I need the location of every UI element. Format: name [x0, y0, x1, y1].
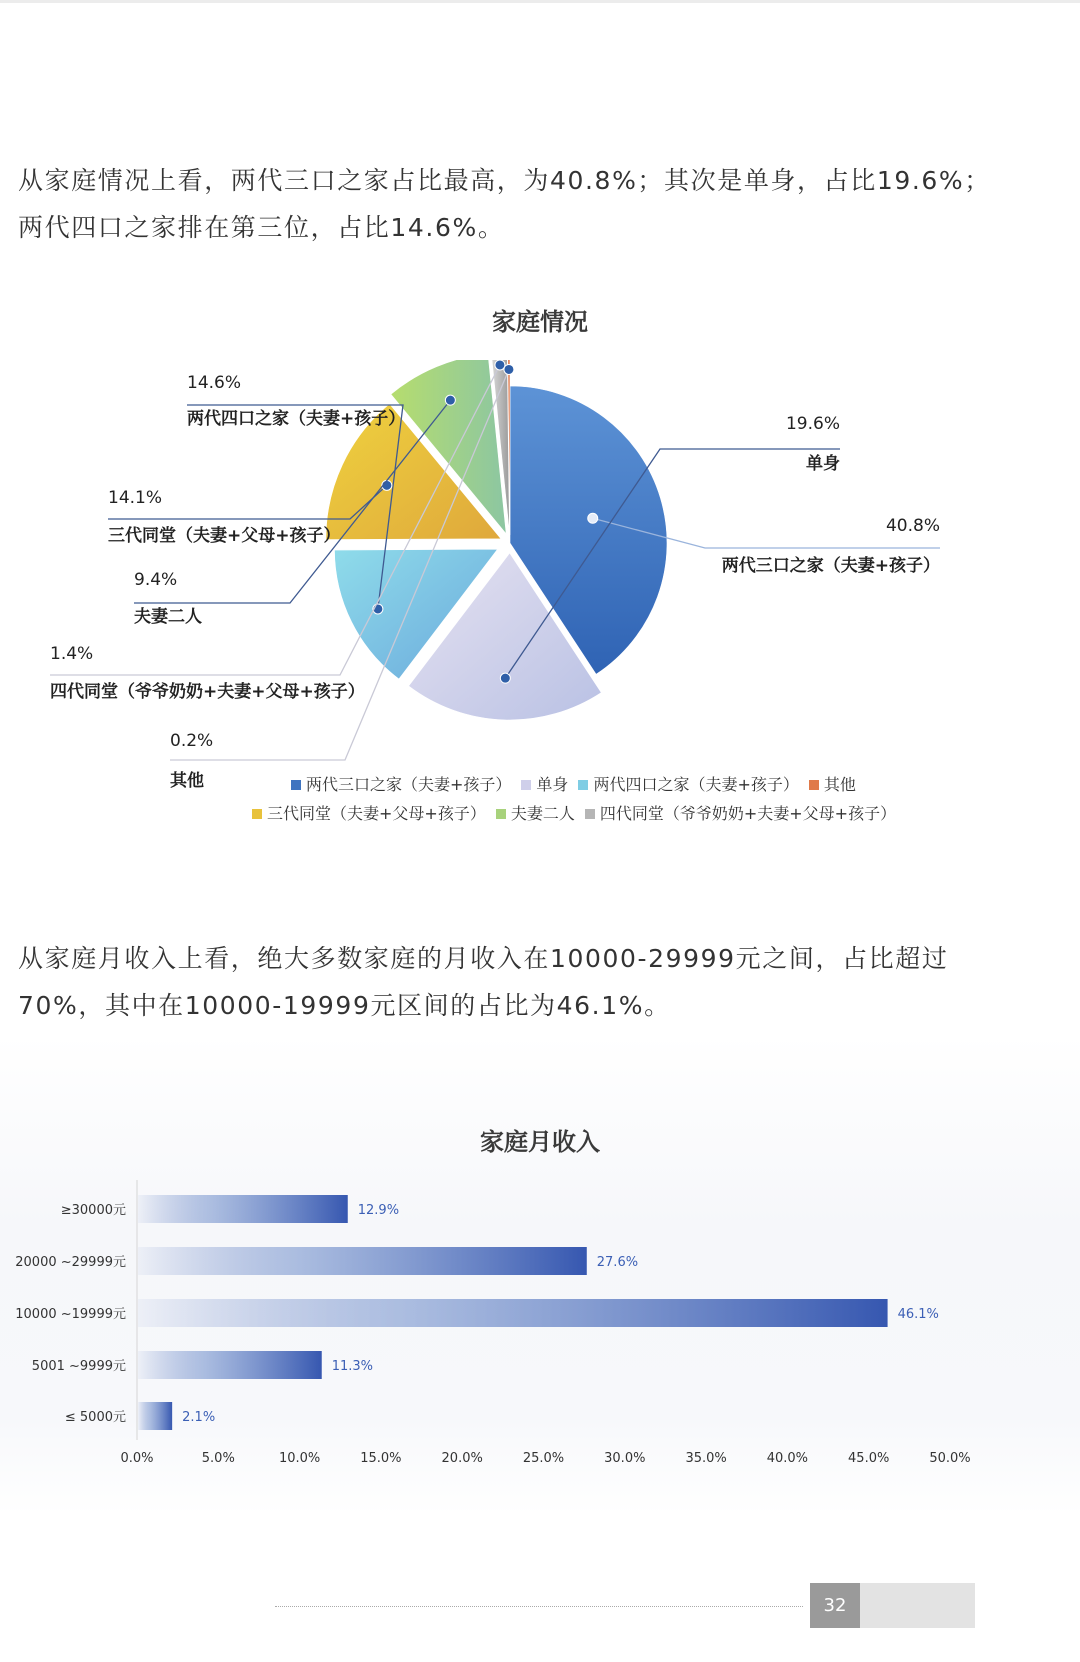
income-bar-chart: [0, 1160, 1080, 1480]
legend-label: 两代三口之家（夫妻+孩子）: [306, 775, 512, 794]
x-tick-label: 35.0%: [685, 1451, 727, 1466]
x-tick-label: 25.0%: [522, 1451, 565, 1466]
pie-callout-dot: [588, 513, 598, 523]
bar-value-label: 27.6%: [596, 1255, 639, 1270]
footer-bar: [860, 1583, 975, 1628]
pie-category-label: 四代同堂（爷爷奶奶+夫妻+父母+孩子）: [50, 682, 365, 702]
x-tick-label: 45.0%: [848, 1451, 890, 1466]
x-tick-label: 50.0%: [929, 1451, 971, 1466]
legend-label: 四代同堂（爷爷奶奶+夫妻+父母+孩子）: [599, 804, 897, 823]
legend-label: 夫妻二人: [510, 804, 575, 823]
x-tick-label: 30.0%: [604, 1451, 646, 1466]
bar: [138, 1247, 587, 1275]
pie-category-label: 其他: [170, 771, 204, 791]
legend-label: 两代四口之家（夫妻+孩子）: [593, 775, 799, 794]
bar: [138, 1195, 348, 1223]
paragraph-line: 70%，其中在10000-19999元区间的占比为46.1%。: [18, 991, 671, 1020]
pie-category-label: 单身: [806, 454, 840, 474]
x-tick-label: 40.0%: [766, 1451, 809, 1466]
pie-category-label: 两代三口之家（夫妻+孩子）: [721, 556, 940, 576]
paragraph-line: 从家庭月收入上看，绝大多数家庭的月收入在10000-29999元之间，占比超过: [18, 944, 949, 973]
pie-value-label: 9.4%: [134, 570, 178, 590]
legend-swatch: [521, 780, 531, 790]
legend-item: [585, 801, 896, 824]
pie-callout-dot: [500, 673, 510, 683]
pie-value-label: 14.1%: [108, 488, 163, 508]
pie-value-label: 40.8%: [885, 516, 940, 536]
legend-item: [521, 772, 568, 795]
x-tick-label: 5.0%: [201, 1451, 235, 1466]
pie-value-label: 19.6%: [785, 414, 840, 434]
family-pie-chart: [0, 360, 1080, 800]
legend-swatch: [291, 780, 301, 790]
bar: [138, 1402, 172, 1430]
pie-callout-dot: [495, 360, 505, 370]
pie-value-label: 1.4%: [50, 644, 94, 664]
page-number: 32: [810, 1583, 860, 1628]
legend-swatch: [809, 780, 819, 790]
top-divider: [0, 0, 1080, 3]
legend-label: 三代同堂（夫妻+父母+孩子）: [267, 804, 486, 823]
bar-value-label: 12.9%: [357, 1203, 400, 1218]
bar-category-label: ≥30000元: [60, 1203, 126, 1218]
bar-category-label: 10000 ~19999元: [15, 1307, 126, 1322]
bar: [138, 1351, 322, 1379]
legend-item: [496, 801, 575, 824]
bar-value-label: 2.1%: [182, 1410, 216, 1425]
bar-category-label: 5001 ~9999元: [31, 1359, 126, 1374]
legend-label: 其他: [823, 775, 856, 794]
legend-label: 单身: [536, 775, 569, 794]
legend-item: [809, 772, 856, 795]
legend-item: [252, 801, 486, 824]
pie-category-label: 三代同堂（夫妻+父母+孩子）: [108, 526, 341, 546]
bar-category-label: 20000 ~29999元: [15, 1255, 126, 1270]
paragraph-line: 两代四口之家排在第三位，占比14.6%。: [18, 213, 505, 242]
legend-swatch: [496, 809, 506, 819]
footer-dotted-line: [275, 1606, 803, 1607]
pie-callout-dot: [504, 364, 514, 374]
x-tick-label: 0.0%: [120, 1451, 154, 1466]
pie-category-label: 夫妻二人: [134, 607, 202, 627]
pie-chart-title: 家庭情况: [492, 308, 588, 336]
x-tick-label: 20.0%: [441, 1451, 483, 1466]
bar-value-label: 11.3%: [331, 1359, 374, 1374]
legend-item: [578, 772, 798, 795]
legend-swatch: [578, 780, 588, 790]
family-intro-paragraph: [18, 157, 1048, 251]
x-tick-label: 10.0%: [278, 1451, 321, 1466]
bar: [138, 1299, 888, 1327]
pie-value-label: 0.2%: [170, 731, 214, 751]
bar-value-label: 46.1%: [897, 1307, 939, 1322]
income-intro-paragraph: [18, 935, 1048, 1029]
pie-category-label: 两代四口之家（夫妻+孩子）: [187, 409, 406, 429]
pie-value-label: 14.6%: [187, 373, 242, 393]
legend-swatch: [585, 809, 595, 819]
bar-category-label: ≤ 5000元: [64, 1410, 126, 1425]
pie-callout-dot: [445, 395, 455, 405]
pie-legend-row-2: [252, 801, 906, 824]
paragraph-line: 从家庭情况上看，两代三口之家占比最高，为40.8%；其次是单身，占比19.6%；: [18, 166, 991, 195]
legend-swatch: [252, 809, 262, 819]
pie-legend-row-1: [291, 772, 866, 795]
x-tick-label: 15.0%: [360, 1451, 402, 1466]
page-footer: [275, 1583, 975, 1628]
legend-item: [291, 772, 511, 795]
bar-chart-title: 家庭月收入: [480, 1128, 600, 1156]
